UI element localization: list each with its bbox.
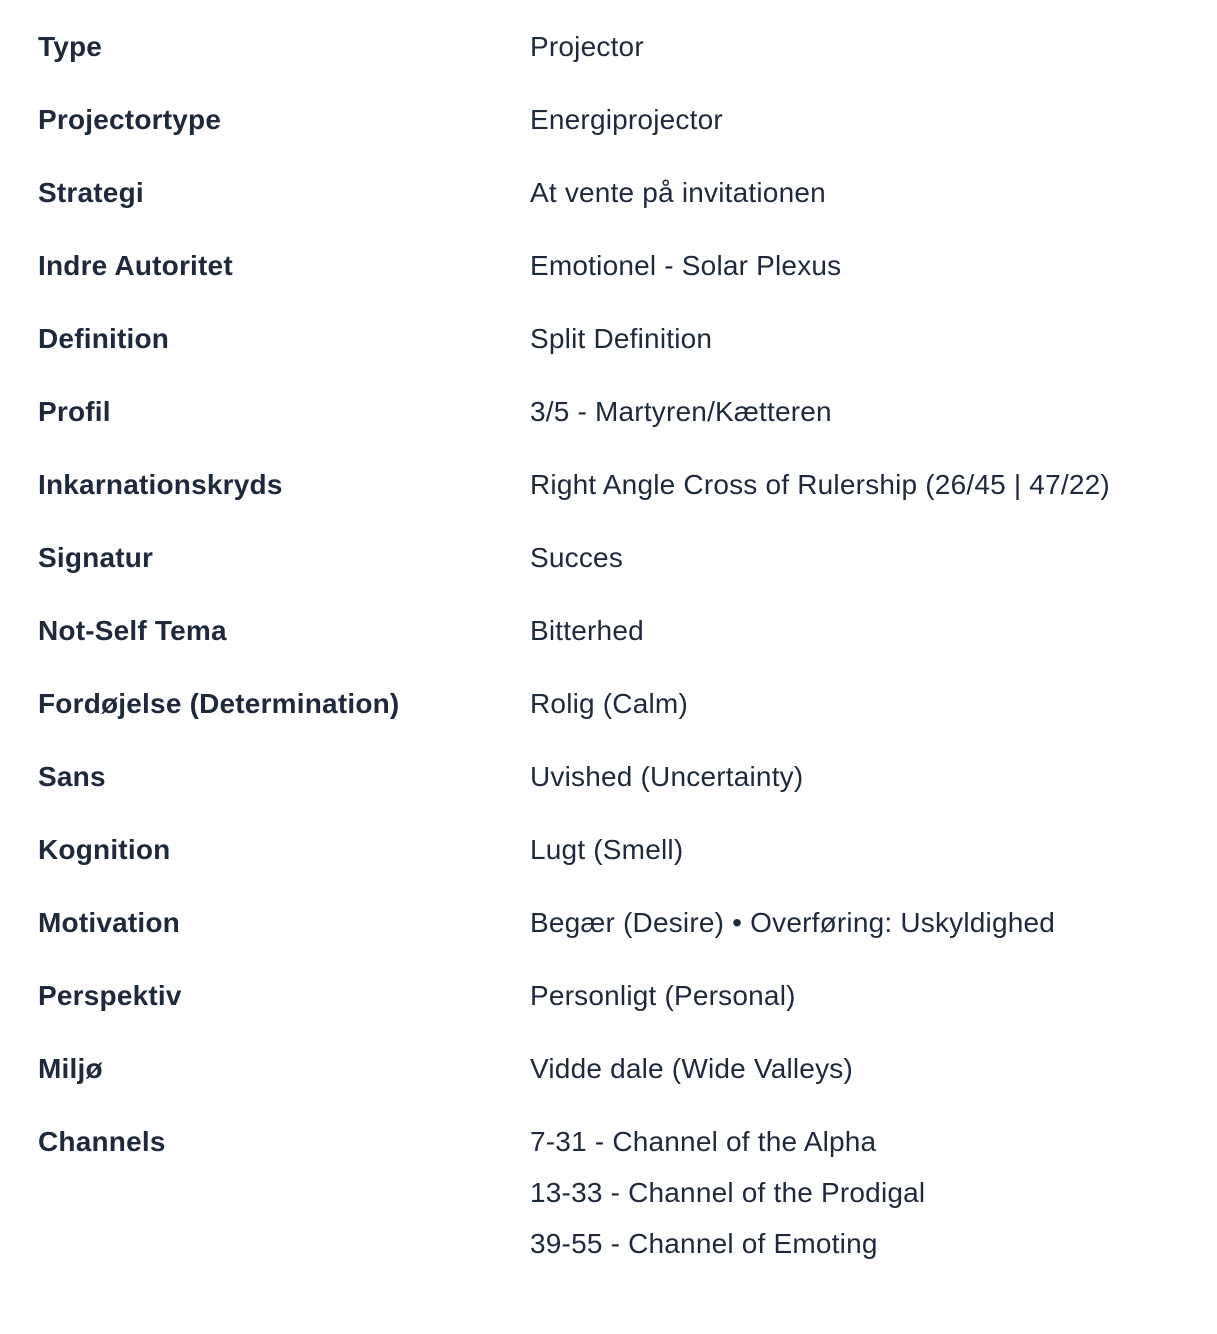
property-row [38,1043,1197,1094]
property-value: 13-33 - Channel of the Prodigal [530,1177,926,1208]
property-row [38,459,1197,510]
property-values [530,313,1197,364]
property-values [530,605,1197,656]
property-label: Signatur [38,542,154,573]
property-label: Channels [38,1126,166,1157]
property-values [530,1116,1197,1269]
property-value: Succes [530,542,624,573]
property-value: At vente på invitationen [530,177,826,208]
property-row [38,167,1197,218]
property-value: Lugt (Smell) [530,834,684,865]
property-values [530,386,1197,437]
property-value: Right Angle Cross of Rulership (26/45 | 47/22) [530,469,1110,500]
property-value: Rolig (Calm) [530,688,688,719]
property-row [38,751,1197,802]
property-label: Inkarnationskryds [38,469,283,500]
property-value: 3/5 - Martyren/Kætteren [530,396,832,427]
property-values [530,1043,1197,1094]
property-label: Type [38,31,103,62]
property-values [530,459,1197,510]
property-values [530,824,1197,875]
property-value: Energiprojector [530,104,723,135]
property-values [530,532,1197,583]
property-value: Bitterhed [530,615,644,646]
property-values [530,167,1197,218]
property-label: Strategi [38,177,144,208]
property-row [38,21,1197,72]
property-value: Projector [530,31,644,62]
property-value: Emotionel - Solar Plexus [530,250,842,281]
property-values [530,897,1197,948]
property-row [38,824,1197,875]
property-label: Motivation [38,907,180,938]
property-value: Personligt (Personal) [530,980,796,1011]
property-label: Perspektiv [38,980,182,1011]
property-label: Not-Self Tema [38,615,227,646]
property-row [38,678,1197,729]
property-row [38,1116,1197,1269]
property-label: Fordøjelse (Determination) [38,688,400,719]
property-label: Definition [38,323,170,354]
property-label: Indre Autoritet [38,250,233,281]
property-values [530,678,1197,729]
property-values [530,21,1197,72]
property-value: 7-31 - Channel of the Alpha [530,1126,877,1157]
property-row [38,240,1197,291]
property-label: Miljø [38,1053,103,1084]
property-label: Profil [38,396,111,427]
property-row [38,386,1197,437]
property-row [38,970,1197,1021]
property-values [530,240,1197,291]
property-value: Uvished (Uncertainty) [530,761,804,792]
property-row [38,94,1197,145]
property-label: Kognition [38,834,171,865]
property-label: Projectortype [38,104,222,135]
property-value: 39-55 - Channel of Emoting [530,1228,878,1259]
property-row [38,605,1197,656]
property-row [38,532,1197,583]
property-value: Vidde dale (Wide Valleys) [530,1053,854,1084]
property-value: Split Definition [530,323,713,354]
property-row [38,897,1197,948]
property-value: Begær (Desire) • Overføring: Uskyldighed [530,907,1056,938]
property-label: Sans [38,761,106,792]
property-values [530,970,1197,1021]
property-values [530,751,1197,802]
property-values [530,94,1197,145]
property-row [38,313,1197,364]
